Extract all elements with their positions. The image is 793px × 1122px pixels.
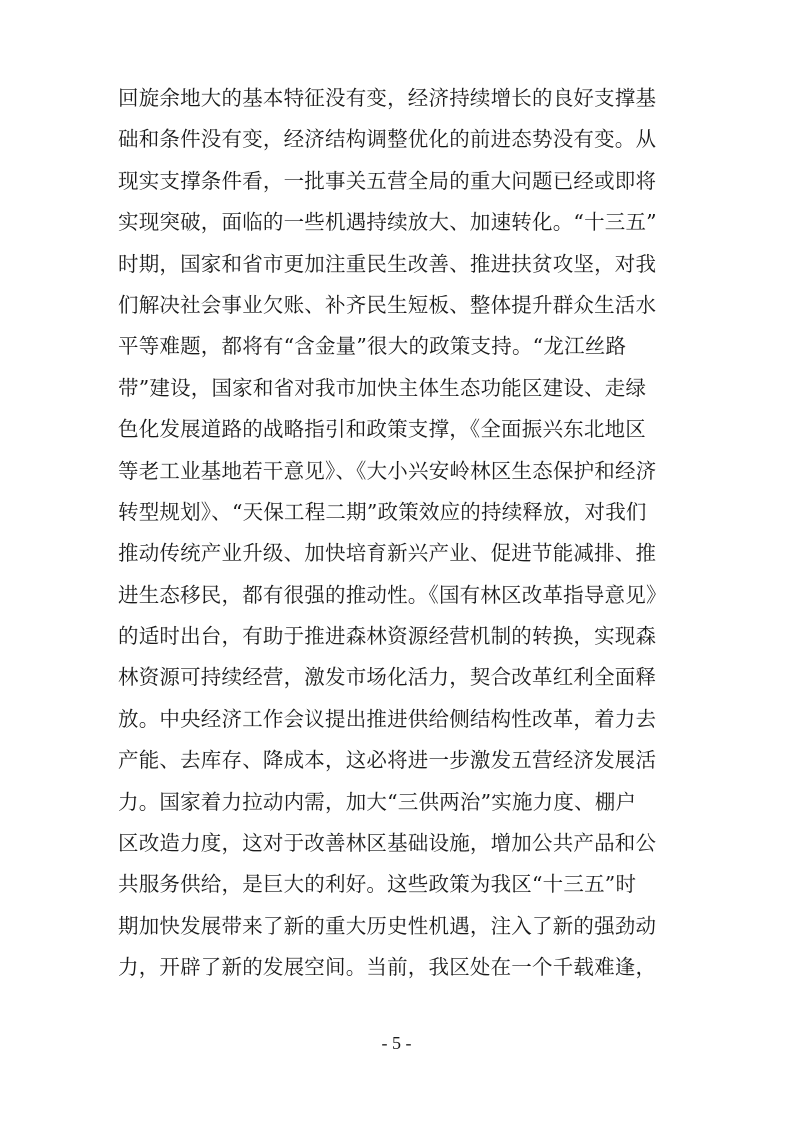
text-line: 共服务供给，是巨大的利好。这些政策为我区“十三五”时	[118, 872, 637, 897]
text-line: 推动传统产业升级、加快培育新兴产业、促进节能减排、推	[118, 541, 657, 566]
text-line: 回旋余地大的基本特征没有变，经济持续增长的良好支撑基	[118, 86, 657, 110]
text-line: 产能、去库存、降成本，这必将进一步激发五营经济发展活	[118, 748, 657, 773]
page-number: - 5 -	[381, 1033, 412, 1053]
text-line: 等老工业基地若干意见》、《大小兴安岭林区生态保护和经济	[118, 458, 657, 483]
text-line: 时期，国家和省市更加注重民生改善、推进扶贫攻坚，对我	[118, 251, 657, 276]
text-line: 区改造力度，这对于改善林区基础设施，增加公共产品和公	[118, 831, 657, 856]
text-line: 转型规划》、“天保工程二期”政策效应的持续释放，对我们	[118, 499, 647, 524]
text-line: 色化发展道路的战略指引和政策支撑，《全面振兴东北地区	[118, 417, 646, 442]
text-line: 现实支撑条件看，一批事关五营全局的重大问题已经或即将	[118, 168, 657, 193]
text-line: 平等难题，都将有“含金量”很大的政策支持。“龙江丝路	[118, 334, 627, 359]
text-line: 的适时出台，有助于推进森林资源经营机制的转换，实现森	[118, 624, 657, 649]
text-line: 林资源可持续经营，激发市场化活力，契合改革红利全面释	[118, 665, 657, 690]
text-line: 实现突破，面临的一些机遇持续放大、加速转化。“十三五”	[118, 210, 657, 235]
text-line: 期加快发展带来了新的重大历史性机遇，注入了新的强劲动	[118, 913, 657, 938]
text-line: 力，开辟了新的发展空间。当前，我区处在一个千载难逢，	[118, 955, 657, 980]
body-text	[118, 78, 698, 989]
text-line: 力。国家着力拉动内需，加大“三供两治”实施力度、棚户	[118, 789, 637, 814]
text-line: 们解决社会事业欠账、补齐民生短板、整体提升群众生活水	[118, 292, 657, 317]
text-line: 进生态移民，都有很强的推动性。《国有林区改革指导意见》	[118, 582, 667, 607]
text-line: 带”建设，国家和省对我市加快主体生态功能区建设、走绿	[118, 375, 647, 400]
text-line: 放。中央经济工作会议提出推进供给侧结构性改革，着力去	[118, 706, 657, 731]
text-line: 础和条件没有变，经济结构调整优化的前进态势没有变。从	[118, 127, 657, 152]
